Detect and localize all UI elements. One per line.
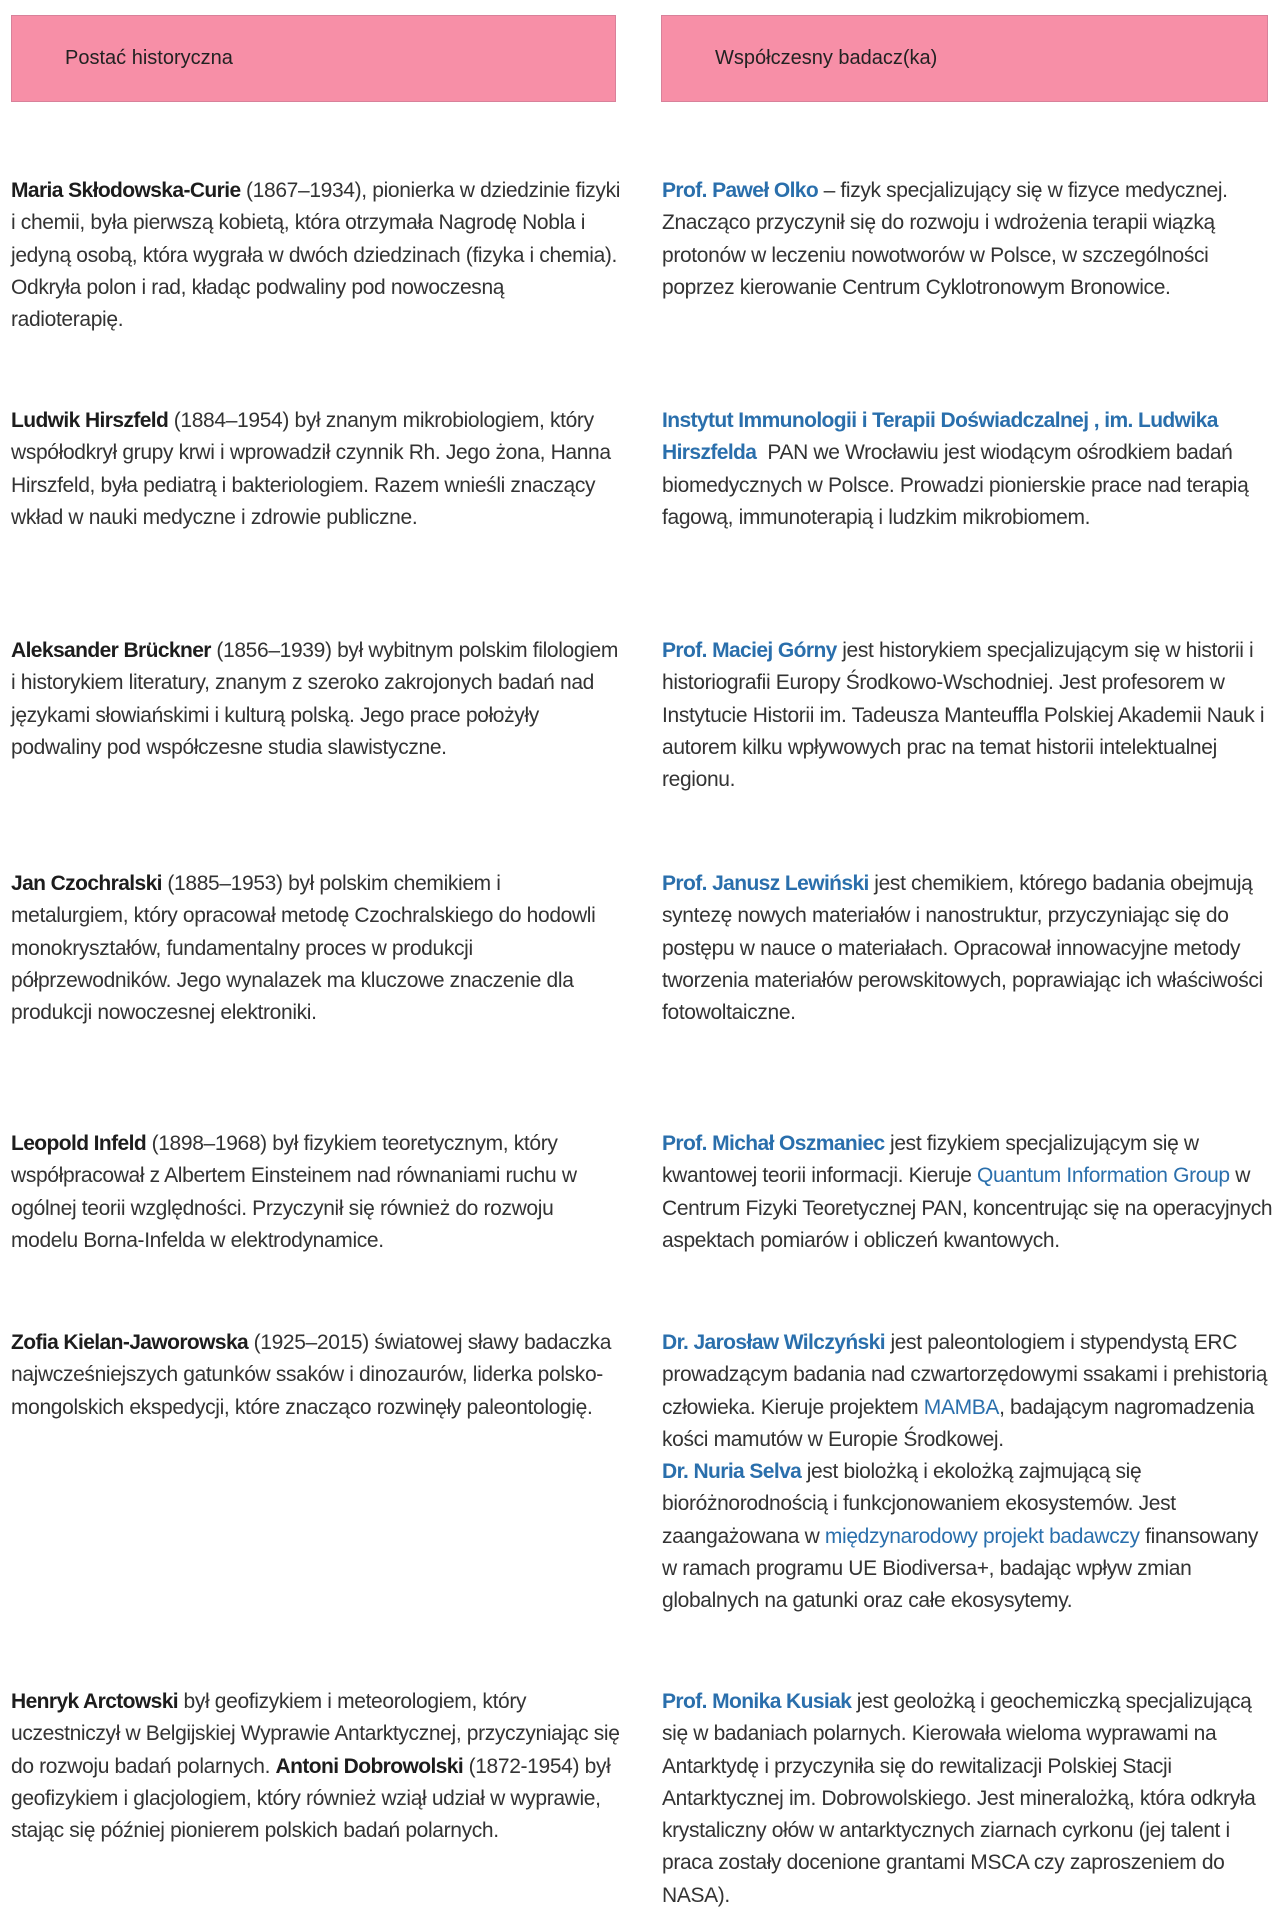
contemporary-cell — [662, 1327, 1274, 1618]
researcher-name-link[interactable]: Prof. Janusz Lewiński — [662, 872, 869, 895]
historical-description: był geofizykiem i meteorologiem, który uczestniczył w Belgijskiej Wyprawie Antarktycznej, przyczyniając się do rozwoju badań polarnych. — [11, 1690, 620, 1778]
historical-name: Aleksander Brückner — [11, 639, 211, 662]
contemporary-cell — [662, 635, 1274, 796]
quantum-information-group-link[interactable]: Quantum Information Group — [977, 1164, 1230, 1188]
historical-description: (1856–1939) był wybitnym polskim filologiem i historykiem literatury, znanym z szeroko zakrojonych badań nad językami słowiańskimi i kulturą polską. Jego prace położyły podwaliny pod współczesne studia slawistyczne. — [11, 639, 618, 759]
historical-cell — [11, 405, 621, 534]
historical-cell — [11, 868, 621, 1029]
researcher-paragraph — [662, 1327, 1274, 1456]
historical-description: (1885–1953) był polskim chemikiem i metalurgiem, który opracował metodę Czochralskiego do hodowli monokryształów, fundamentalny proces w produkcji półprzewodników. Jego wynalazek ma kluczowe znaczenie dla produkcji nowoczesnej elektroniki. — [11, 872, 596, 1025]
researcher-paragraph — [662, 1456, 1274, 1617]
contemporary-cell — [662, 868, 1274, 1029]
contemporary-cell — [662, 1128, 1274, 1257]
historical-name: Leopold Infeld — [11, 1132, 147, 1155]
historical-description: (1884–1954) był znanym mikrobiologiem, który współodkrył grupy krwi i wprowadził czynnik Rh. Jego żona, Hanna Hirszfeld, była pediatrą i bakteriologiem. Razem wnieśli znaczący wkład w nauki medyczne i zdrowie publiczne. — [11, 409, 611, 529]
header-historical-label: Postać historyczna — [65, 47, 233, 69]
researcher-name-link[interactable]: Prof. Monika Kusiak — [662, 1690, 852, 1713]
historical-description: (1898–1968) był fizykiem teoretycznym, który współpracował z Albertem Einsteinem nad równaniami ruchu w ogólnej teorii względności. Przyczynił się również do rozwoju modelu Borna-Infelda w elektrodynamice. — [11, 1132, 577, 1252]
table-row — [11, 405, 1268, 534]
researcher-name-link[interactable]: Prof. Maciej Górny — [662, 639, 837, 662]
header-historical-figure — [11, 15, 616, 102]
historical-cell — [11, 175, 621, 336]
historical-name: Maria Skłodowska-Curie — [11, 179, 241, 202]
researcher-description: jest geolożką i geochemiczką specjalizującą się w badaniach polarnych. Kierowała wieloma wyprawami na Antarktydę i przyczyniła się do rewitalizacji Polskiej Stacji Antarktycznej im. Dobrowolskiego. Jest mineralożką, która odkryła krystaliczny ołów w antarktycznych ziarnach cyrkonu (jej talent i praca zostały docenione grantami MSCA czy zaproszeniem do NASA). — [662, 1690, 1256, 1907]
historical-cell — [11, 635, 621, 796]
researcher-description: – fizyk specjalizujący się w fizyce medycznej. Znacząco przyczynił się do rozwoju i wdrożenia terapii wiązką protonów w leczeniu nowotworów w Polsce, w szczególności poprzez kierowanie Centrum Cyklotronowym Bronowice. — [662, 179, 1228, 299]
researcher-description: jest historykiem specjalizującym się w historii i historiografii Europy Środkowo-Wschodniej. Jest profesorem w Instytucie Historii im. Tadeusza Manteuffla Polskiej Akademii Nauk i autorem kilku wpływowych prac na temat historii intelektualnej regionu. — [662, 639, 1265, 792]
institute-name-link[interactable]: Instytut Immunologii i Terapii Doświadczalnej , im. Ludwika Hirszfelda — [662, 409, 1218, 465]
table-row — [11, 1686, 1268, 1912]
header-contemporary-label: Współczesny badacz(ka) — [715, 47, 938, 69]
contemporary-cell — [662, 175, 1274, 336]
researcher-name-link[interactable]: Prof. Michał Oszmaniec — [662, 1132, 885, 1155]
researcher-name-link[interactable]: Prof. Paweł Olko — [662, 179, 819, 202]
comparison-table — [11, 15, 1273, 1907]
table-row — [11, 635, 1268, 796]
historical-cell — [11, 1327, 621, 1618]
contemporary-cell — [662, 1686, 1274, 1912]
researcher-description-part2: , badającym nagromadzenia kości mamutów w Europie Środkowej. — [662, 1395, 1255, 1451]
historical-description-second: (1872-1954) był geofizykiem i glacjologiem, który również wziął udział w wyprawie, stając się później pionierem polskich badań polarnych. — [11, 1754, 611, 1843]
historical-name: Jan Czochralski — [11, 872, 162, 895]
researcher-description-part1: jest paleontologiem i stypendystą ERC prowadzącym badania nad czwartorzędowymi ssakami i prehistorią człowieka. Kieruje projektem — [662, 1331, 1268, 1419]
table-row — [11, 1128, 1273, 1257]
table-row — [11, 1327, 1268, 1618]
mamba-project-link[interactable]: MAMBA — [923, 1395, 1000, 1419]
historical-description: (1925–2015) światowej sławy badaczka najwcześniejszych gatunków ssaków i dinozaurów, liderka polsko-mongolskich ekspedycji, które znacząco rozwinęły paleontologię. — [11, 1331, 612, 1419]
table-row — [11, 868, 1268, 1029]
historical-name-second: Antoni Dobrowolski — [275, 1754, 464, 1778]
header-contemporary-researcher — [661, 15, 1268, 102]
table-row — [11, 175, 1268, 336]
researcher-description-part2: finansowany w ramach programu UE Biodiversa+, badając wpływ zmian globalnych na gatunki oraz całe ekosysytemy. — [662, 1524, 1259, 1613]
institute-description: PAN we Wrocławiu jest wiodącym ośrodkiem badań biomedycznych w Polsce. Prowadzi pionierskie prace nad terapią fagową, immunoterapią i ludzkim mikrobiomem. — [662, 441, 1254, 529]
international-project-link[interactable]: międzynarodowy projekt badawczy — [824, 1524, 1140, 1548]
historical-name: Henryk Arctowski — [11, 1690, 179, 1713]
historical-description: (1867–1934), pionierka w dziedzinie fizyki i chemii, była pierwszą kobietą, która otrzymała Nagrodę Nobla i jedyną osobą, która wygrała w dwóch dziedzinach (fizyka i chemia). Odkryła polon i rad, kładąc podwaliny pod nowoczesną radioterapię. — [11, 179, 621, 332]
historical-name: Ludwik Hirszfeld — [11, 409, 169, 432]
historical-name: Zofia Kielan-Jaworowska — [11, 1331, 249, 1354]
historical-cell — [11, 1686, 621, 1912]
researcher-description-part1: jest fizykiem specjalizującym się w kwantowej teorii informacji. Kieruje — [662, 1132, 1199, 1188]
contemporary-cell — [662, 405, 1274, 534]
historical-cell — [11, 1128, 621, 1257]
researcher-description-part2: w Centrum Fizyki Teoretycznej PAN, koncentrując się na operacyjnych aspektach pomiarów i obliczeń kwantowych. — [662, 1164, 1273, 1252]
researcher-name-link[interactable]: Dr. Nuria Selva — [662, 1460, 802, 1484]
researcher-name-link[interactable]: Dr. Jarosław Wilczyński — [662, 1331, 885, 1354]
table-header-row — [11, 15, 1268, 102]
researcher-description: jest chemikiem, którego badania obejmują syntezę nowych materiałów i nanostruktur, przyczyniając się do postępu w nauce o materiałach. Opracował innowacyjne metody tworzenia materiałów perowskitowych, poprawiając ich właściwości fotowoltaiczne. — [662, 872, 1263, 1025]
researcher-description-part1: jest biolożką i ekolożką zajmującą się bioróżnorodnością i funkcjonowaniem ekosystemów. Jest zaangażowana w — [662, 1460, 1176, 1548]
